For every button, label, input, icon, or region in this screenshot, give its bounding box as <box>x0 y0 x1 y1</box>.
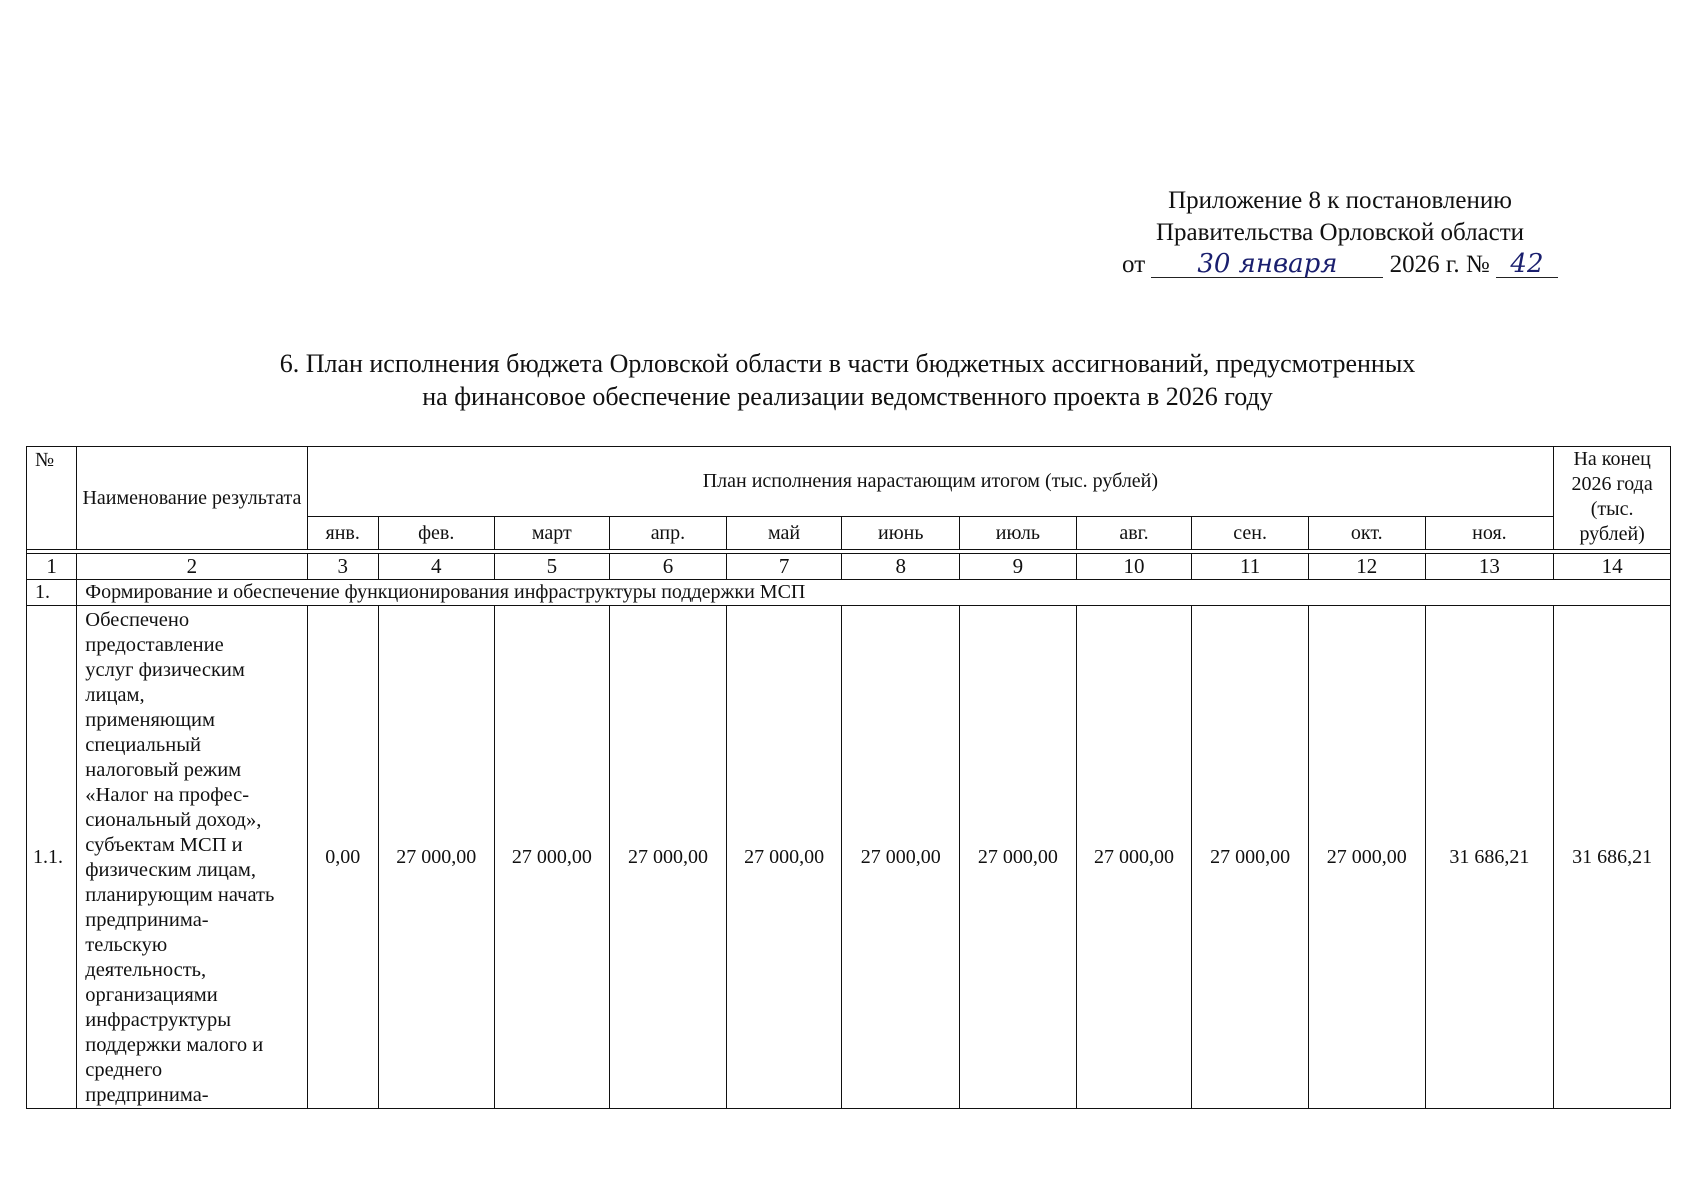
month-header: фев. <box>378 517 494 550</box>
section-number: 1. <box>27 580 77 606</box>
month-header: июнь <box>842 517 960 550</box>
column-number: 11 <box>1192 554 1309 580</box>
title-line-2: на финансовое обеспечение реализации ведомственного проекта в 2026 году <box>422 382 1273 411</box>
value-cell: 27 000,00 <box>378 606 494 1109</box>
column-number: 1 <box>27 554 77 580</box>
row-name-line: специальный <box>85 734 201 756</box>
row-name-line: организациями <box>85 984 218 1006</box>
value-cell: 27 000,00 <box>960 606 1077 1109</box>
row-name-line: инфраструктуры <box>85 1009 232 1031</box>
annex-date-line <box>1080 249 1600 281</box>
row-name-line: предпринима- <box>85 1084 209 1106</box>
annex-line-2: Правительства Орловской области <box>1155 219 1525 246</box>
budget-plan-table <box>26 446 1671 1109</box>
month-header: окт. <box>1308 517 1425 550</box>
row-name-line: деятельность, <box>85 959 207 981</box>
column-number: 2 <box>77 554 307 580</box>
column-number: 9 <box>960 554 1077 580</box>
row-name-line: тельскую <box>85 934 168 956</box>
section-row <box>27 580 1671 606</box>
month-header: апр. <box>610 517 727 550</box>
month-header: июль <box>960 517 1077 550</box>
column-numbers-row <box>27 554 1671 580</box>
column-number: 10 <box>1076 554 1192 580</box>
value-cell: 27 000,00 <box>842 606 960 1109</box>
row-name-line: планирующим начать <box>85 884 275 906</box>
handwritten-number: 42 <box>1496 251 1558 278</box>
row-name-line: Обеспечено <box>85 609 190 631</box>
row-name-line: услуг физическим <box>85 659 245 681</box>
column-number: 5 <box>494 554 610 580</box>
document-title <box>150 347 1545 413</box>
month-header: март <box>494 517 610 550</box>
header-plan: План исполнения нарастающим итогом (тыс. рублей) <box>307 447 1554 517</box>
annex-block <box>1080 185 1600 281</box>
column-number: 3 <box>307 554 378 580</box>
value-cell: 27 000,00 <box>610 606 727 1109</box>
row-name-line: физическим лицам, <box>85 859 257 881</box>
value-cell: 27 000,00 <box>1076 606 1192 1109</box>
month-header: май <box>726 517 842 550</box>
row-name-line: предпринима- <box>85 909 209 931</box>
row-name-line: применяющим <box>85 709 215 731</box>
value-cell: 27 000,00 <box>726 606 842 1109</box>
row-name <box>77 606 307 1109</box>
column-number: 12 <box>1308 554 1425 580</box>
row-name-line: предоставление <box>85 634 224 656</box>
column-number: 6 <box>610 554 727 580</box>
column-number: 7 <box>726 554 842 580</box>
month-header: янв. <box>307 517 378 550</box>
header-name: Наименование результата <box>77 447 307 550</box>
value-cell: 27 000,00 <box>1308 606 1425 1109</box>
column-number: 13 <box>1425 554 1554 580</box>
column-number: 14 <box>1554 554 1671 580</box>
value-cell: 31 686,21 <box>1425 606 1554 1109</box>
table-row <box>27 606 1671 1109</box>
row-name-line: налоговый режим <box>85 759 242 781</box>
value-cell: 27 000,00 <box>494 606 610 1109</box>
month-header: сен. <box>1192 517 1309 550</box>
month-header: ноя. <box>1425 517 1554 550</box>
value-cell: 27 000,00 <box>1192 606 1309 1109</box>
row-name-line: лицам, <box>85 684 145 706</box>
month-header: авг. <box>1076 517 1192 550</box>
row-number: 1.1. <box>27 606 77 1109</box>
value-cell: 0,00 <box>307 606 378 1109</box>
column-number: 4 <box>378 554 494 580</box>
value-cell: 31 686,21 <box>1554 606 1671 1109</box>
row-name-line: субъектам МСП и <box>85 834 243 856</box>
row-name-line: «Налог на профес- <box>85 784 250 806</box>
row-name-line: поддержки малого и <box>85 1034 264 1056</box>
section-title: Формирование и обеспечение функционирования инфраструктуры поддержки МСП <box>77 580 1671 606</box>
annex-line-1: Приложение 8 к постановлению <box>1168 187 1512 214</box>
handwritten-date: 30 января <box>1151 251 1383 278</box>
header-end: На конец 2026 года (тыс. рублей) <box>1554 447 1671 550</box>
title-line-1: 6. План исполнения бюджета Орловской области в части бюджетных ассигнований, предусмотренных <box>279 349 1416 378</box>
row-name-line: сиональный доход», <box>85 809 262 831</box>
column-number: 8 <box>842 554 960 580</box>
header-no: № <box>27 447 77 550</box>
year-text: 2026 г. № <box>1389 251 1490 278</box>
date-prefix: от <box>1122 251 1146 278</box>
row-name-line: среднего <box>85 1059 163 1081</box>
